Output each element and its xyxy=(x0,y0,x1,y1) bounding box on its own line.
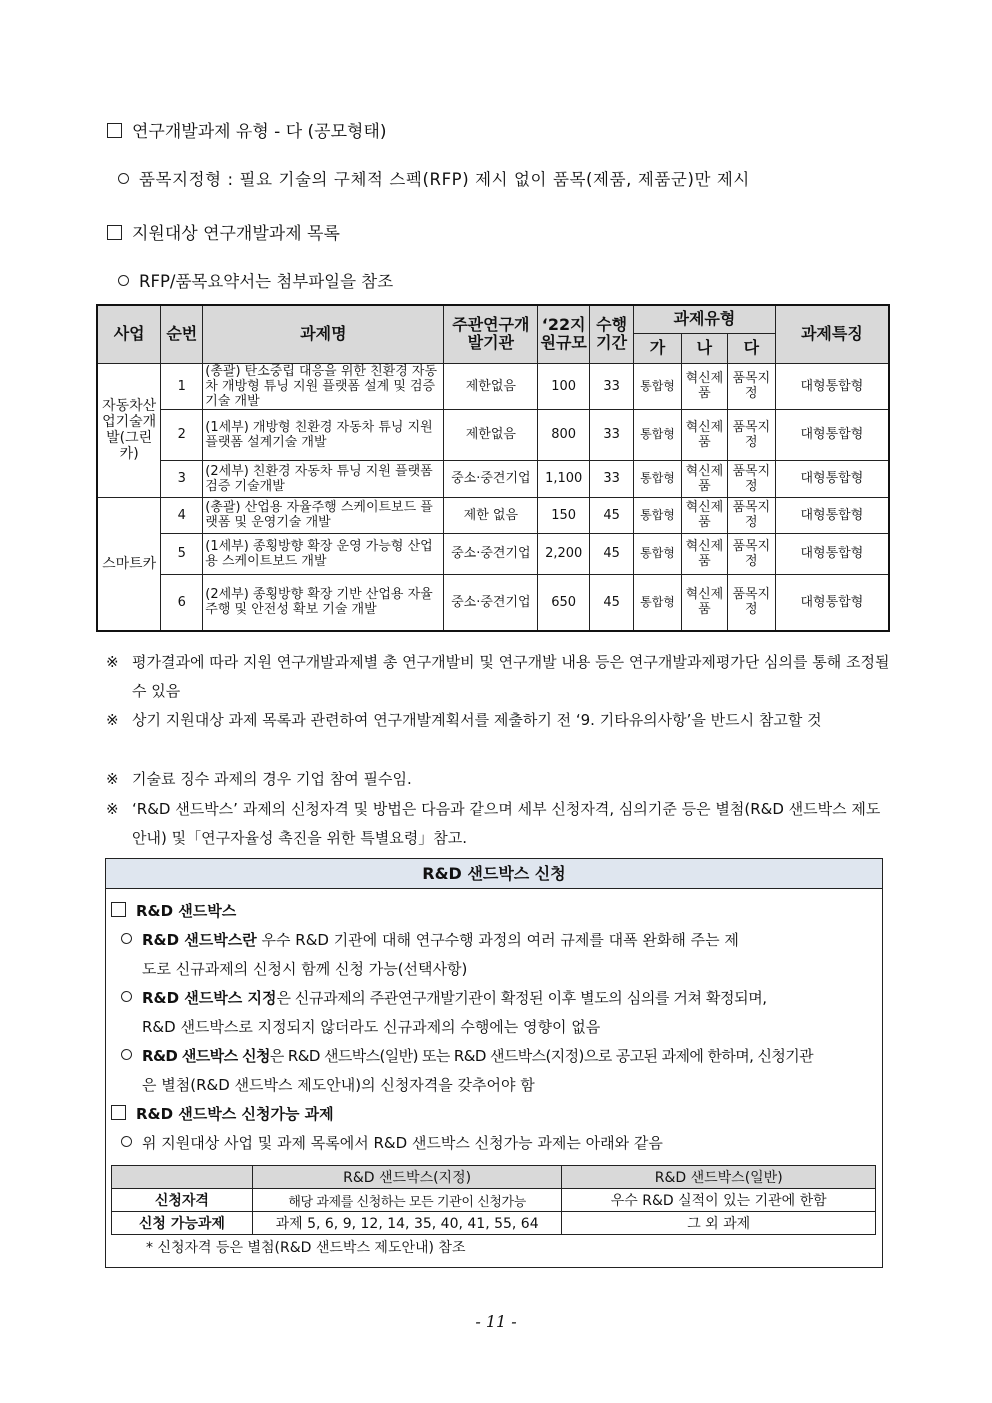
sandbox-bullet-cont: R&D 샌드박스로 지정되지 않더라도 신규과제의 수행에는 영향이 없음 xyxy=(142,1018,601,1036)
lead-cell: 제한없음 xyxy=(444,409,538,460)
note-item: ※ ‘R&D 샌드박스’ 과제의 신청자격 및 방법은 다음과 같으며 세부 신청자격, 심의기준 등은 별첨(R&D 샌드박스 제도 안내) 및「연구자율성 촉진을 위한 특별요령」참고. xyxy=(106,800,881,847)
type-ga-cell: 통합형 xyxy=(634,533,682,574)
title-cell: (1세부) 종횡방향 확장 운영 가능형 산업용 스케이트보드 개발 xyxy=(203,533,444,574)
table-row xyxy=(97,574,889,631)
title-cell: (총괄) 산업용 자율주행 스케이트보드 플랫폼 및 운영기술 개발 xyxy=(203,497,444,533)
type-da-cell: 품목지정 xyxy=(727,533,775,574)
scale-cell: 150 xyxy=(538,497,590,533)
lead-cell: 중소·중견기업 xyxy=(444,533,538,574)
table-row xyxy=(97,533,889,574)
circle-bullet-icon xyxy=(121,1136,132,1147)
feature-cell: 대형통합형 xyxy=(775,363,889,409)
bullet-item-type: 품목지정형 : 필요 기술의 구체적 스펙(RFP) 제시 없이 품목(제품, 제품군)만 제시 xyxy=(118,166,750,190)
lead-cell: 중소·중견기업 xyxy=(444,460,538,497)
header-type: 과제유형 xyxy=(634,305,776,333)
type-da-cell: 품목지정 xyxy=(727,497,775,533)
type-na-cell: 혁신제품 xyxy=(681,533,727,574)
type-da-cell: 품목지정 xyxy=(727,409,775,460)
title-cell: (2세부) 종횡방향 확장 기반 산업용 자율주행 및 안전성 확보 기술 개발 xyxy=(203,574,444,631)
business-cell: 자동차산업기술개발(그린카) xyxy=(97,363,161,497)
type-na-cell: 혁신제품 xyxy=(681,409,727,460)
sandbox-bullet: R&D 샌드박스 지정은 신규과제의 주관연구개발기관이 확정된 이후 별도의 심의를 거쳐 확정되며, xyxy=(121,987,767,1008)
row-label: 신청자격 xyxy=(112,1189,253,1212)
order-cell: 1 xyxy=(161,363,203,409)
sandbox-bullet: 위 지원대상 사업 및 과제 목록에서 R&D 샌드박스 신청가능 과제는 아래와 같음 xyxy=(121,1132,663,1153)
sandbox-bullet-cont: 도로 신규과제의 신청시 함께 신청 가능(선택사항) xyxy=(142,960,468,978)
order-cell: 3 xyxy=(161,460,203,497)
type-ga-cell: 통합형 xyxy=(634,574,682,631)
table-cell: 해당 과제를 신청하는 모든 기관이 신청가능 xyxy=(252,1189,562,1212)
header-type-ga: 가 xyxy=(634,333,682,363)
sandbox-bullet: R&D 샌드박스 신청은 R&D 샌드박스(일반) 또는 R&D 샌드박스(지정)으로 공고된 과제에 한하며, 신청기관 xyxy=(121,1045,813,1066)
sandbox-heading: R&D 샌드박스 신청가능 과제 xyxy=(111,1103,334,1124)
table-row xyxy=(97,497,889,533)
order-cell: 2 xyxy=(161,409,203,460)
note-item: ※ 기술료 징수 과제의 경우 기업 참여 필수임. xyxy=(106,770,412,788)
table-row xyxy=(97,363,889,409)
type-da-cell: 품목지정 xyxy=(727,460,775,497)
type-na-cell: 혁신제품 xyxy=(681,574,727,631)
sandbox-box xyxy=(105,858,883,1268)
table-row xyxy=(97,409,889,460)
table-cell: 그 외 과제 xyxy=(562,1212,876,1235)
order-cell: 5 xyxy=(161,533,203,574)
period-cell: 45 xyxy=(590,533,634,574)
lead-cell: 제한 없음 xyxy=(444,497,538,533)
scale-cell: 1,100 xyxy=(538,460,590,497)
sandbox-footnote: * 신청자격 등은 별첨(R&D 샌드박스 제도안내) 참조 xyxy=(146,1240,466,1256)
header-type-na: 나 xyxy=(681,333,727,363)
table-row xyxy=(112,1189,876,1212)
checkbox-square-icon xyxy=(111,902,126,917)
feature-cell: 대형통합형 xyxy=(775,574,889,631)
sandbox-title: R&D 샌드박스 신청 xyxy=(106,859,882,889)
header-period: 수행기간 xyxy=(590,305,634,363)
title-cell: (총괄) 탄소중립 대응을 위한 친환경 자동차 개방형 튜닝 지원 플랫폼 설계 및 검증기술 개발 xyxy=(203,363,444,409)
sandbox-bullet: R&D 샌드박스란 우수 R&D 기관에 대해 연구수행 과정의 여러 규제를 대폭 완화해 주는 제 xyxy=(121,929,739,950)
scale-cell: 100 xyxy=(538,363,590,409)
period-cell: 33 xyxy=(590,409,634,460)
feature-cell: 대형통합형 xyxy=(775,409,889,460)
table-row xyxy=(112,1166,876,1189)
column-header: R&D 샌드박스(일반) xyxy=(562,1166,876,1189)
scale-cell: 800 xyxy=(538,409,590,460)
type-na-cell: 혁신제품 xyxy=(681,363,727,409)
type-ga-cell: 통합형 xyxy=(634,363,682,409)
checkbox-square-icon xyxy=(111,1105,126,1120)
table-row xyxy=(112,1212,876,1235)
column-header: R&D 샌드박스(지정) xyxy=(252,1166,562,1189)
type-na-cell: 혁신제품 xyxy=(681,497,727,533)
type-ga-cell: 통합형 xyxy=(634,460,682,497)
header-business: 사업 xyxy=(97,305,161,363)
order-cell: 4 xyxy=(161,497,203,533)
section-heading-list: 지원대상 연구개발과제 목록 xyxy=(107,219,340,244)
circle-bullet-icon xyxy=(121,991,132,1002)
bullet-item-rfp: RFP/품목요약서는 첨부파일을 참조 xyxy=(118,268,393,292)
header-title: 과제명 xyxy=(203,305,444,363)
type-ga-cell: 통합형 xyxy=(634,497,682,533)
checkbox-square-icon xyxy=(107,123,122,138)
type-ga-cell: 통합형 xyxy=(634,409,682,460)
header-type-da: 다 xyxy=(727,333,775,363)
project-table xyxy=(96,304,890,632)
header-scale: ‘22지원규모 xyxy=(538,305,590,363)
circle-bullet-icon xyxy=(118,275,129,286)
scale-cell: 650 xyxy=(538,574,590,631)
table-cell: 우수 R&D 실적이 있는 기관에 한함 xyxy=(562,1189,876,1212)
header-order: 순번 xyxy=(161,305,203,363)
circle-bullet-icon xyxy=(118,173,129,184)
page-number: - 11 - xyxy=(475,1312,517,1331)
lead-cell: 중소·중견기업 xyxy=(444,574,538,631)
period-cell: 33 xyxy=(590,363,634,409)
circle-bullet-icon xyxy=(121,933,132,944)
scale-cell: 2,200 xyxy=(538,533,590,574)
sandbox-heading: R&D 샌드박스 xyxy=(111,900,236,921)
row-label: 신청 가능과제 xyxy=(112,1212,253,1235)
type-da-cell: 품목지정 xyxy=(727,574,775,631)
order-cell: 6 xyxy=(161,574,203,631)
note-item: ※ 평가결과에 따라 지원 연구개발과제별 총 연구개발비 및 연구개발 내용 등은 연구개발과제평가단 심의를 통해 조정될 수 있음 xyxy=(106,653,890,700)
feature-cell: 대형통합형 xyxy=(775,497,889,533)
checkbox-square-icon xyxy=(107,225,122,240)
header-lead: 주관연구개발기관 xyxy=(444,305,538,363)
feature-cell: 대형통합형 xyxy=(775,533,889,574)
type-da-cell: 품목지정 xyxy=(727,363,775,409)
business-cell: 스마트카 xyxy=(97,497,161,631)
circle-bullet-icon xyxy=(121,1049,132,1060)
section-heading-type: 연구개발과제 유형 - 다 (공모형태) xyxy=(107,117,387,142)
table-row xyxy=(97,460,889,497)
lead-cell: 제한없음 xyxy=(444,363,538,409)
sandbox-bullet-cont: 은 별첨(R&D 샌드박스 제도안내)의 신청자격을 갖추어야 함 xyxy=(142,1076,535,1094)
table-cell: 과제 5, 6, 9, 12, 14, 35, 40, 41, 55, 64 xyxy=(252,1212,562,1235)
note-item: ※ 상기 지원대상 과제 목록과 관련하여 연구개발계획서를 제출하기 전 ‘9. 기타유의사항’을 반드시 참고할 것 xyxy=(106,711,822,729)
sandbox-table xyxy=(111,1165,876,1235)
title-cell: (1세부) 개방형 친환경 자동차 튜닝 지원 플랫폼 설계기술 개발 xyxy=(203,409,444,460)
feature-cell: 대형통합형 xyxy=(775,460,889,497)
period-cell: 33 xyxy=(590,460,634,497)
type-na-cell: 혁신제품 xyxy=(681,460,727,497)
title-cell: (2세부) 친환경 자동차 튜닝 지원 플랫폼 검증 기술개발 xyxy=(203,460,444,497)
period-cell: 45 xyxy=(590,497,634,533)
header-feature: 과제특징 xyxy=(775,305,889,363)
period-cell: 45 xyxy=(590,574,634,631)
